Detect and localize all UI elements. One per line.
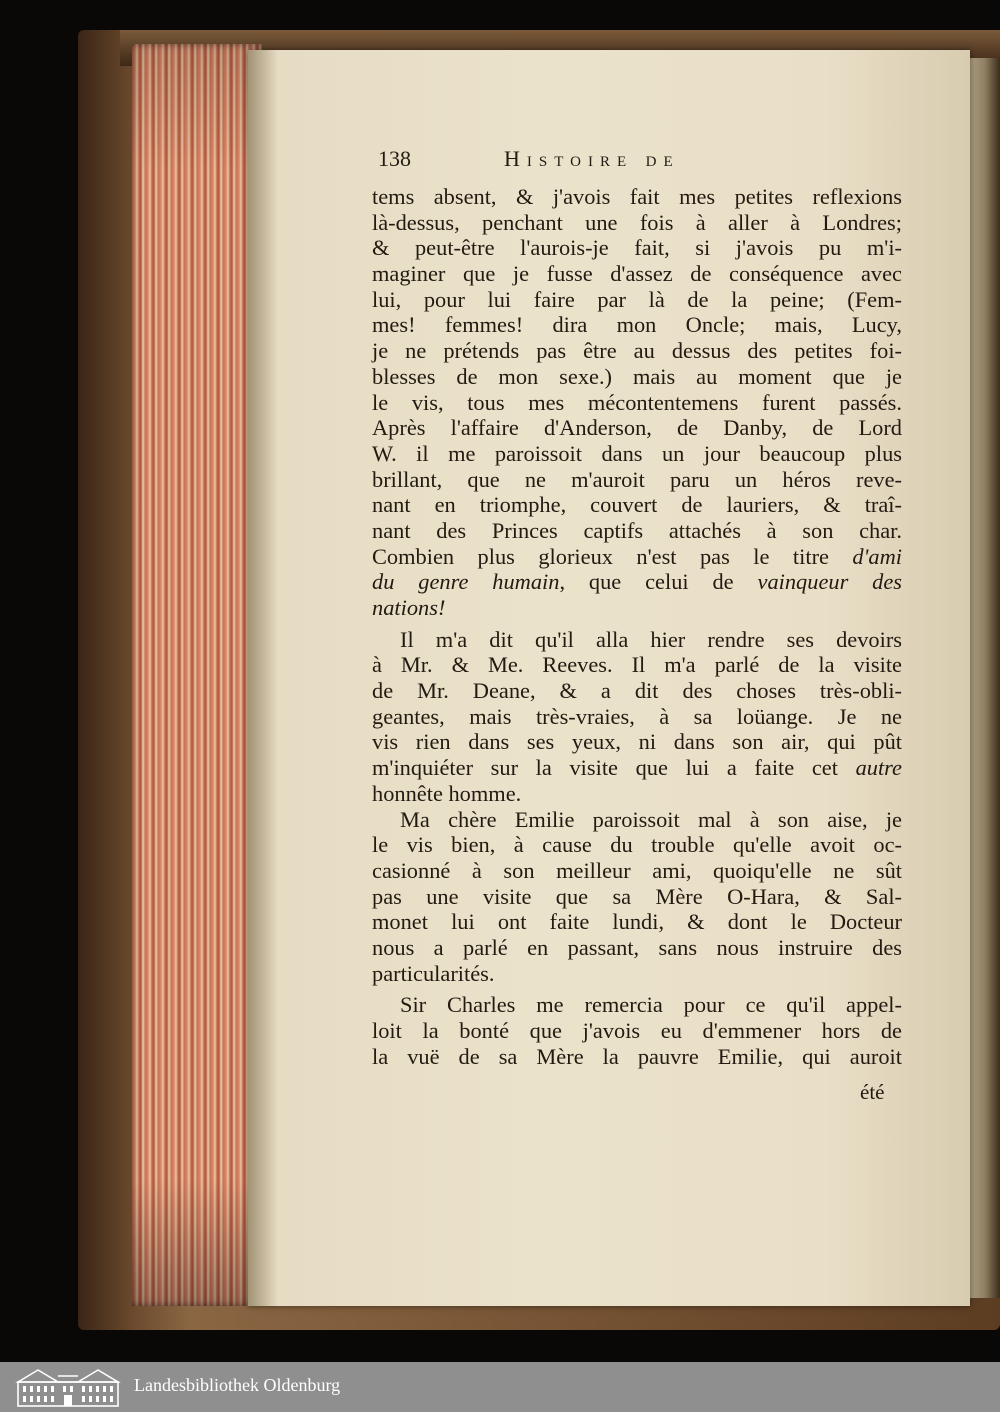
text-line: le vis bien, à cause du trouble qu'elle avoit oc- (372, 832, 902, 858)
text-line: nations! (372, 595, 446, 620)
text-line: Combien plus glorieux n'est pas le titre d'ami (372, 543, 902, 569)
text-line: tems absent, & j'avois fait mes petites reflexions (372, 184, 902, 209)
text-line: Ma chère Emilie paroissoit mal à son aise, je (400, 806, 902, 832)
text-line: je ne prétends pas être au dessus des petites foi- (372, 338, 902, 364)
text-line: m'inquiéter sur la visite que lui a faite cet autre (372, 755, 902, 781)
text-line: mes! femmes! dira mon Oncle; mais, Lucy, (372, 312, 902, 338)
text-line: W. il me paroissoit dans un jour beaucoup plus (372, 440, 902, 466)
text-line: casionné à son meilleur ami, quoiqu'elle ne sût (372, 857, 902, 883)
text-line: la vuë de sa Mère la pauvre Emilie, qui auroit (372, 1043, 902, 1069)
text-line: blesses de mon sexe.) mais au moment que je (372, 363, 902, 389)
text-line: là-dessus, penchant une fois à aller à Londres; (372, 209, 902, 235)
institution-name: Landesbibliothek Oldenburg (134, 1375, 341, 1395)
footer-bar (0, 1362, 1000, 1412)
text-line: à Mr. & Me. Reeves. Il m'a parlé de la visite (372, 652, 902, 678)
running-head: Histoire de (504, 146, 680, 171)
library-building-icon (14, 1366, 122, 1408)
body-text (372, 184, 902, 1069)
text-line: Sir Charles me remercia pour ce qu'il appel- (400, 992, 902, 1018)
text-line: brillant, que ne m'auroit paru un héros reve- (372, 466, 902, 492)
text-line: de Mr. Deane, & a dit des choses très-obli- (372, 678, 902, 704)
text-line: particularités. (372, 960, 495, 986)
text-line: Après l'affaire d'Anderson, de Danby, de Lord (372, 415, 902, 441)
text-line: honnête homme. (372, 780, 522, 806)
text-line: loit la bonté que j'avois eu d'emmener hors de (372, 1018, 902, 1043)
text-line: du genre humain, que celui de vainqueur des (372, 569, 902, 595)
text-line: nant des Princes captifs attachés à son char. (372, 517, 902, 543)
page-header (378, 146, 898, 172)
text-line: monet lui ont faite lundi, & dont le Docteur (372, 909, 902, 935)
text-line: Il m'a dit qu'il alla hier rendre ses devoirs (400, 626, 902, 652)
text-line: maginer que je fusse d'assez de conséquence avec (372, 261, 902, 287)
text-line: geantes, mais très-vraies, à sa loüange. Je ne (372, 703, 902, 729)
page-number: 138 (378, 146, 411, 171)
catchword: été (860, 1080, 885, 1104)
text-line: le vis, tous mes mécontentemens furent passés. (372, 389, 902, 415)
text-line: vis rien dans ses yeux, ni dans son air, qui pût (372, 729, 902, 755)
text-line: lui, pour lui faire par là de la peine; (Fem- (372, 286, 902, 312)
text-line: nant en triomphe, couvert de lauriers, & traî- (372, 492, 902, 518)
text-line: nous a parlé en passant, sans nous instruire des (372, 934, 902, 960)
text-line: pas une visite que sa Mère O-Hara, & Sal- (372, 883, 902, 909)
text-line: & peut-être l'aurois-je fait, si j'avois pu m'i- (372, 235, 902, 261)
